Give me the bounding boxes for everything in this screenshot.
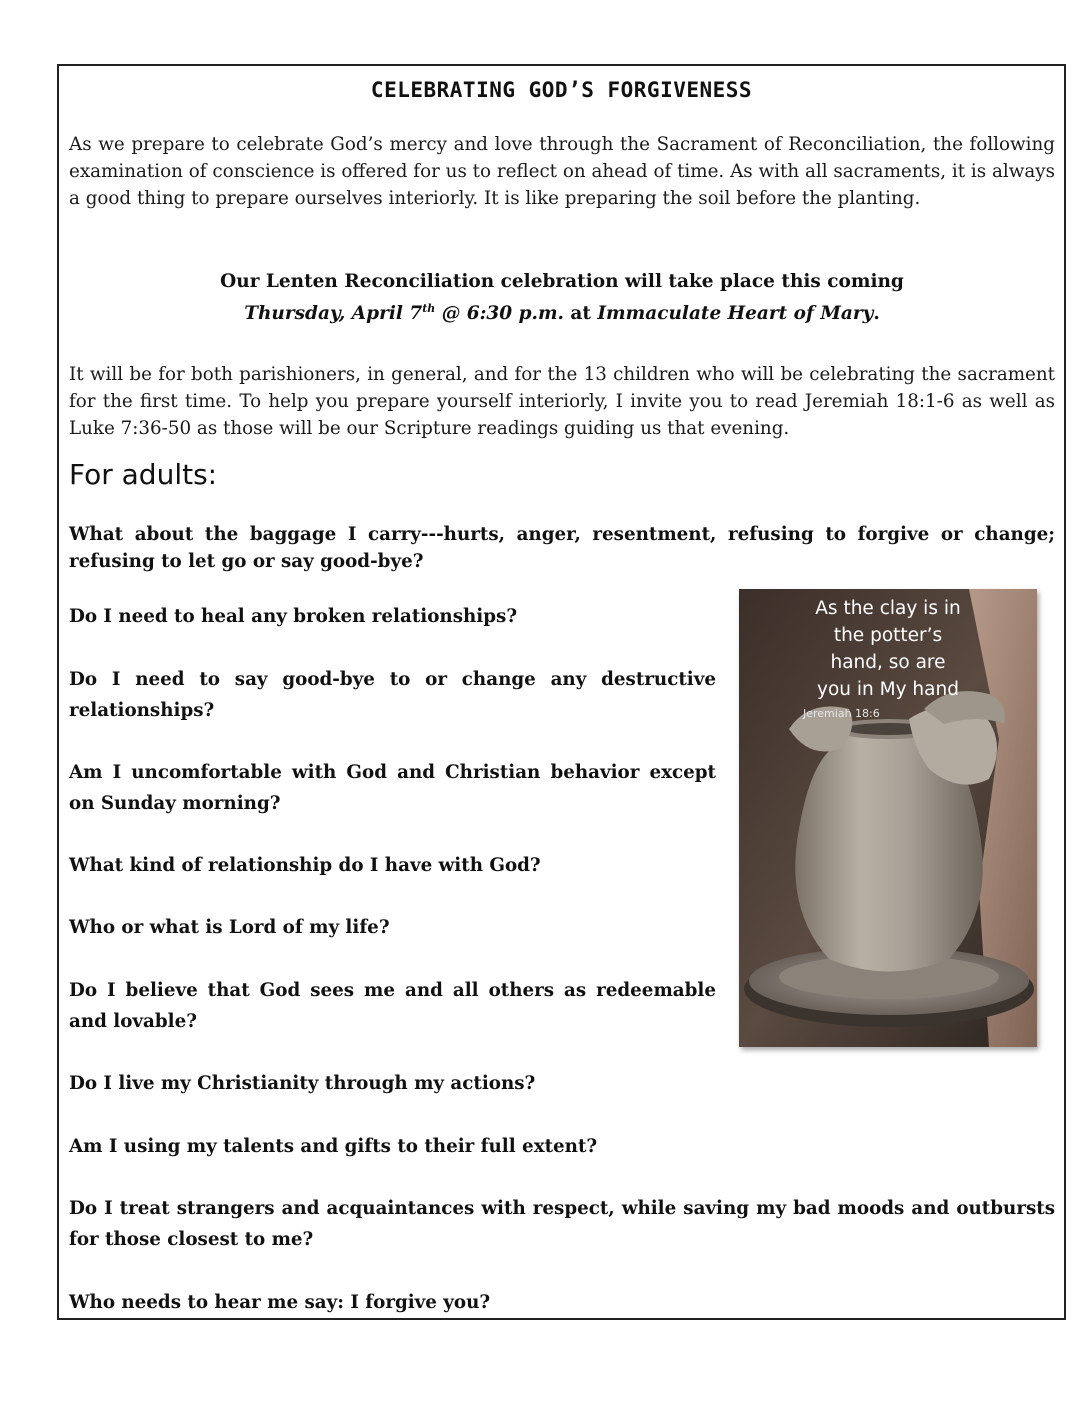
announcement-line: Our Lenten Reconciliation celebration will take place this coming [220,271,904,292]
image-caption: As the clay is in the potter’s hand, so are you in My hand [815,598,961,700]
section-heading: For adults: [69,458,218,491]
question-item: What about the baggage I carry---hurts, anger, resentment, refusing to forgive or change; refusing to let go or say good-bye? [69,524,1055,572]
question-item: Do I treat strangers and acquaintances with respect, while saving my bad moods and outbursts for those closest to me? [69,1198,1055,1250]
question-item: Do I need to heal any broken relationships? [69,606,518,627]
question-item: Do I live my Christianity through my actions? [69,1073,536,1094]
question-item: Who or what is Lord of my life? [69,917,390,938]
question-item: Am I uncomfortable with God and Christian behavior except on Sunday morning? [69,762,716,814]
announcement-date: Thursday, April 7th @ 6:30 p.m. [244,302,564,325]
pottery-image [739,589,1037,1047]
details-paragraph: It will be for both parishioners, in general, and for the 13 children who will be celebrating the sacrament for the first time. To help you prepare yourself interiorly, I invite you to read Jeremiah 18:1-6 as well as Luke 7:36-50 as those will be our Scripture readings guiding us that evening. [69,364,1055,439]
page-title: CELEBRATING GOD’S FORGIVENESS [370,78,753,102]
question-item: What kind of relationship do I have with God? [69,855,541,876]
question-item: Do I need to say good-bye to or change any destructive relationships? [69,669,716,721]
document-frame [57,64,1066,1320]
intro-paragraph: As we prepare to celebrate God’s mercy and love through the Sacrament of Reconciliation, the following examination of conscience is offered for us to reflect on ahead of time. As with all sacraments, it is always a good thing to prepare ourselves interiorly. It is like preparing the soil before the planting. [69,134,1055,209]
announcement [69,268,1055,327]
announcement-date-line: Thursday, April 7th @ 6:30 p.m. at Immaculate Heart of Mary. [244,302,880,325]
question-item: Am I using my talents and gifts to their full extent? [69,1136,598,1157]
image-citation: Jeremiah 18:6 [803,707,880,720]
question-item: Who needs to hear me say: I forgive you? [69,1292,491,1313]
announcement-place: Immaculate Heart of Mary [597,303,874,325]
question-item: Do I believe that God sees me and all others as redeemable and lovable? [69,980,716,1032]
